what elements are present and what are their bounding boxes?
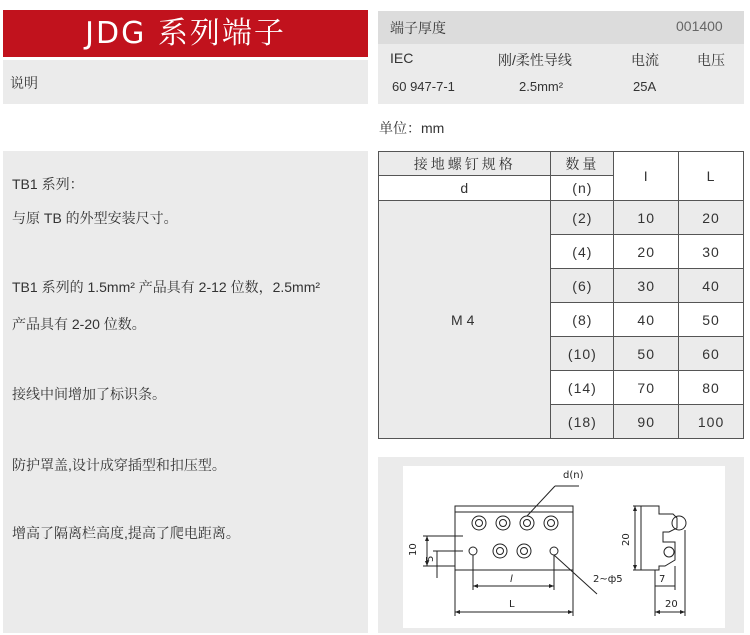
label-20-horizontal: 20	[665, 599, 678, 610]
screw-row-bottom	[469, 544, 558, 558]
row-I: 90	[614, 405, 679, 439]
note-line: 产品具有 2-20 位数。	[12, 316, 146, 332]
row-I: 30	[614, 269, 679, 303]
label-10: 10	[408, 543, 419, 556]
row-qty: (2)	[551, 201, 614, 235]
note-line: TB1 系列：	[12, 176, 84, 192]
spec-value-wire: 2.5mm²	[519, 79, 564, 94]
note-line: 与原 TB 的外型安装尺寸。	[12, 210, 178, 226]
note-line: TB1 系列的 1.5mm² 产品具有 2-12 位数，2.5mm²	[12, 279, 321, 295]
spec-title: 端子厚度	[390, 20, 446, 36]
title-banner	[3, 10, 368, 57]
label-7: 7	[659, 574, 666, 585]
label-20-vertical: 20	[621, 533, 632, 546]
label-dn: d(n)	[563, 470, 584, 481]
header-screw-symbol: d	[379, 176, 551, 201]
row-qty: (8)	[551, 303, 614, 337]
spec-code: 001400	[676, 18, 723, 34]
header-screw: 接地螺钉规格	[379, 152, 551, 176]
spec-header-wire: 刚/柔性导线	[498, 52, 572, 68]
row-L: 50	[679, 303, 744, 337]
row-qty: (6)	[551, 269, 614, 303]
description-label: 说明	[10, 75, 38, 91]
page-title: JDG 系列端子	[85, 16, 286, 51]
spec-table	[378, 151, 744, 439]
side-view-outline	[641, 506, 677, 570]
row-I: 50	[614, 337, 679, 371]
spec-value-iec: 60 947-7-1	[392, 79, 455, 94]
row-L: 30	[679, 235, 744, 269]
screw-size: M4	[379, 201, 551, 439]
screw-row-top	[472, 516, 558, 530]
row-L: 20	[679, 201, 744, 235]
description-bar	[3, 60, 368, 104]
spec-value-current: 25A	[633, 79, 657, 94]
note-line: 增高了隔离栏高度,提高了爬电距离。	[12, 525, 240, 541]
side-screw-top	[672, 516, 686, 530]
row-L: 60	[679, 337, 744, 371]
label-L: L	[509, 599, 515, 610]
row-L: 100	[679, 405, 744, 439]
header-L: L	[679, 152, 744, 201]
unit-label: 单位：mm	[379, 120, 445, 136]
dimension-drawing	[403, 466, 725, 628]
row-I: 40	[614, 303, 679, 337]
header-qty: 数量	[551, 152, 614, 176]
note-line: 接线中间增加了标识条。	[12, 386, 166, 402]
note-line: 防护罩盖,设计成穿插型和扣压型。	[12, 457, 226, 473]
spec-header-iec: IEC	[390, 50, 414, 66]
spec-header-current: 电流	[631, 52, 659, 68]
dimension-arrows	[425, 506, 685, 614]
row-I: 10	[614, 201, 679, 235]
header-I: I	[614, 152, 679, 201]
row-L: 40	[679, 269, 744, 303]
label-hole: 2~ф5	[593, 574, 623, 585]
terminal-top-rail	[455, 506, 573, 512]
diagram-canvas	[403, 466, 725, 628]
label-l: l	[510, 574, 513, 585]
row-qty: (18)	[551, 405, 614, 439]
row-qty: (4)	[551, 235, 614, 269]
spec-header-voltage: 电压	[697, 52, 725, 68]
row-I: 70	[614, 371, 679, 405]
row-qty: (14)	[551, 371, 614, 405]
side-screw-bottom	[664, 547, 674, 557]
row-I: 20	[614, 235, 679, 269]
leader-hole	[554, 555, 597, 594]
row-qty: (10)	[551, 337, 614, 371]
header-qty-symbol: (n)	[551, 176, 614, 201]
label-5: 5	[425, 555, 436, 562]
row-L: 80	[679, 371, 744, 405]
